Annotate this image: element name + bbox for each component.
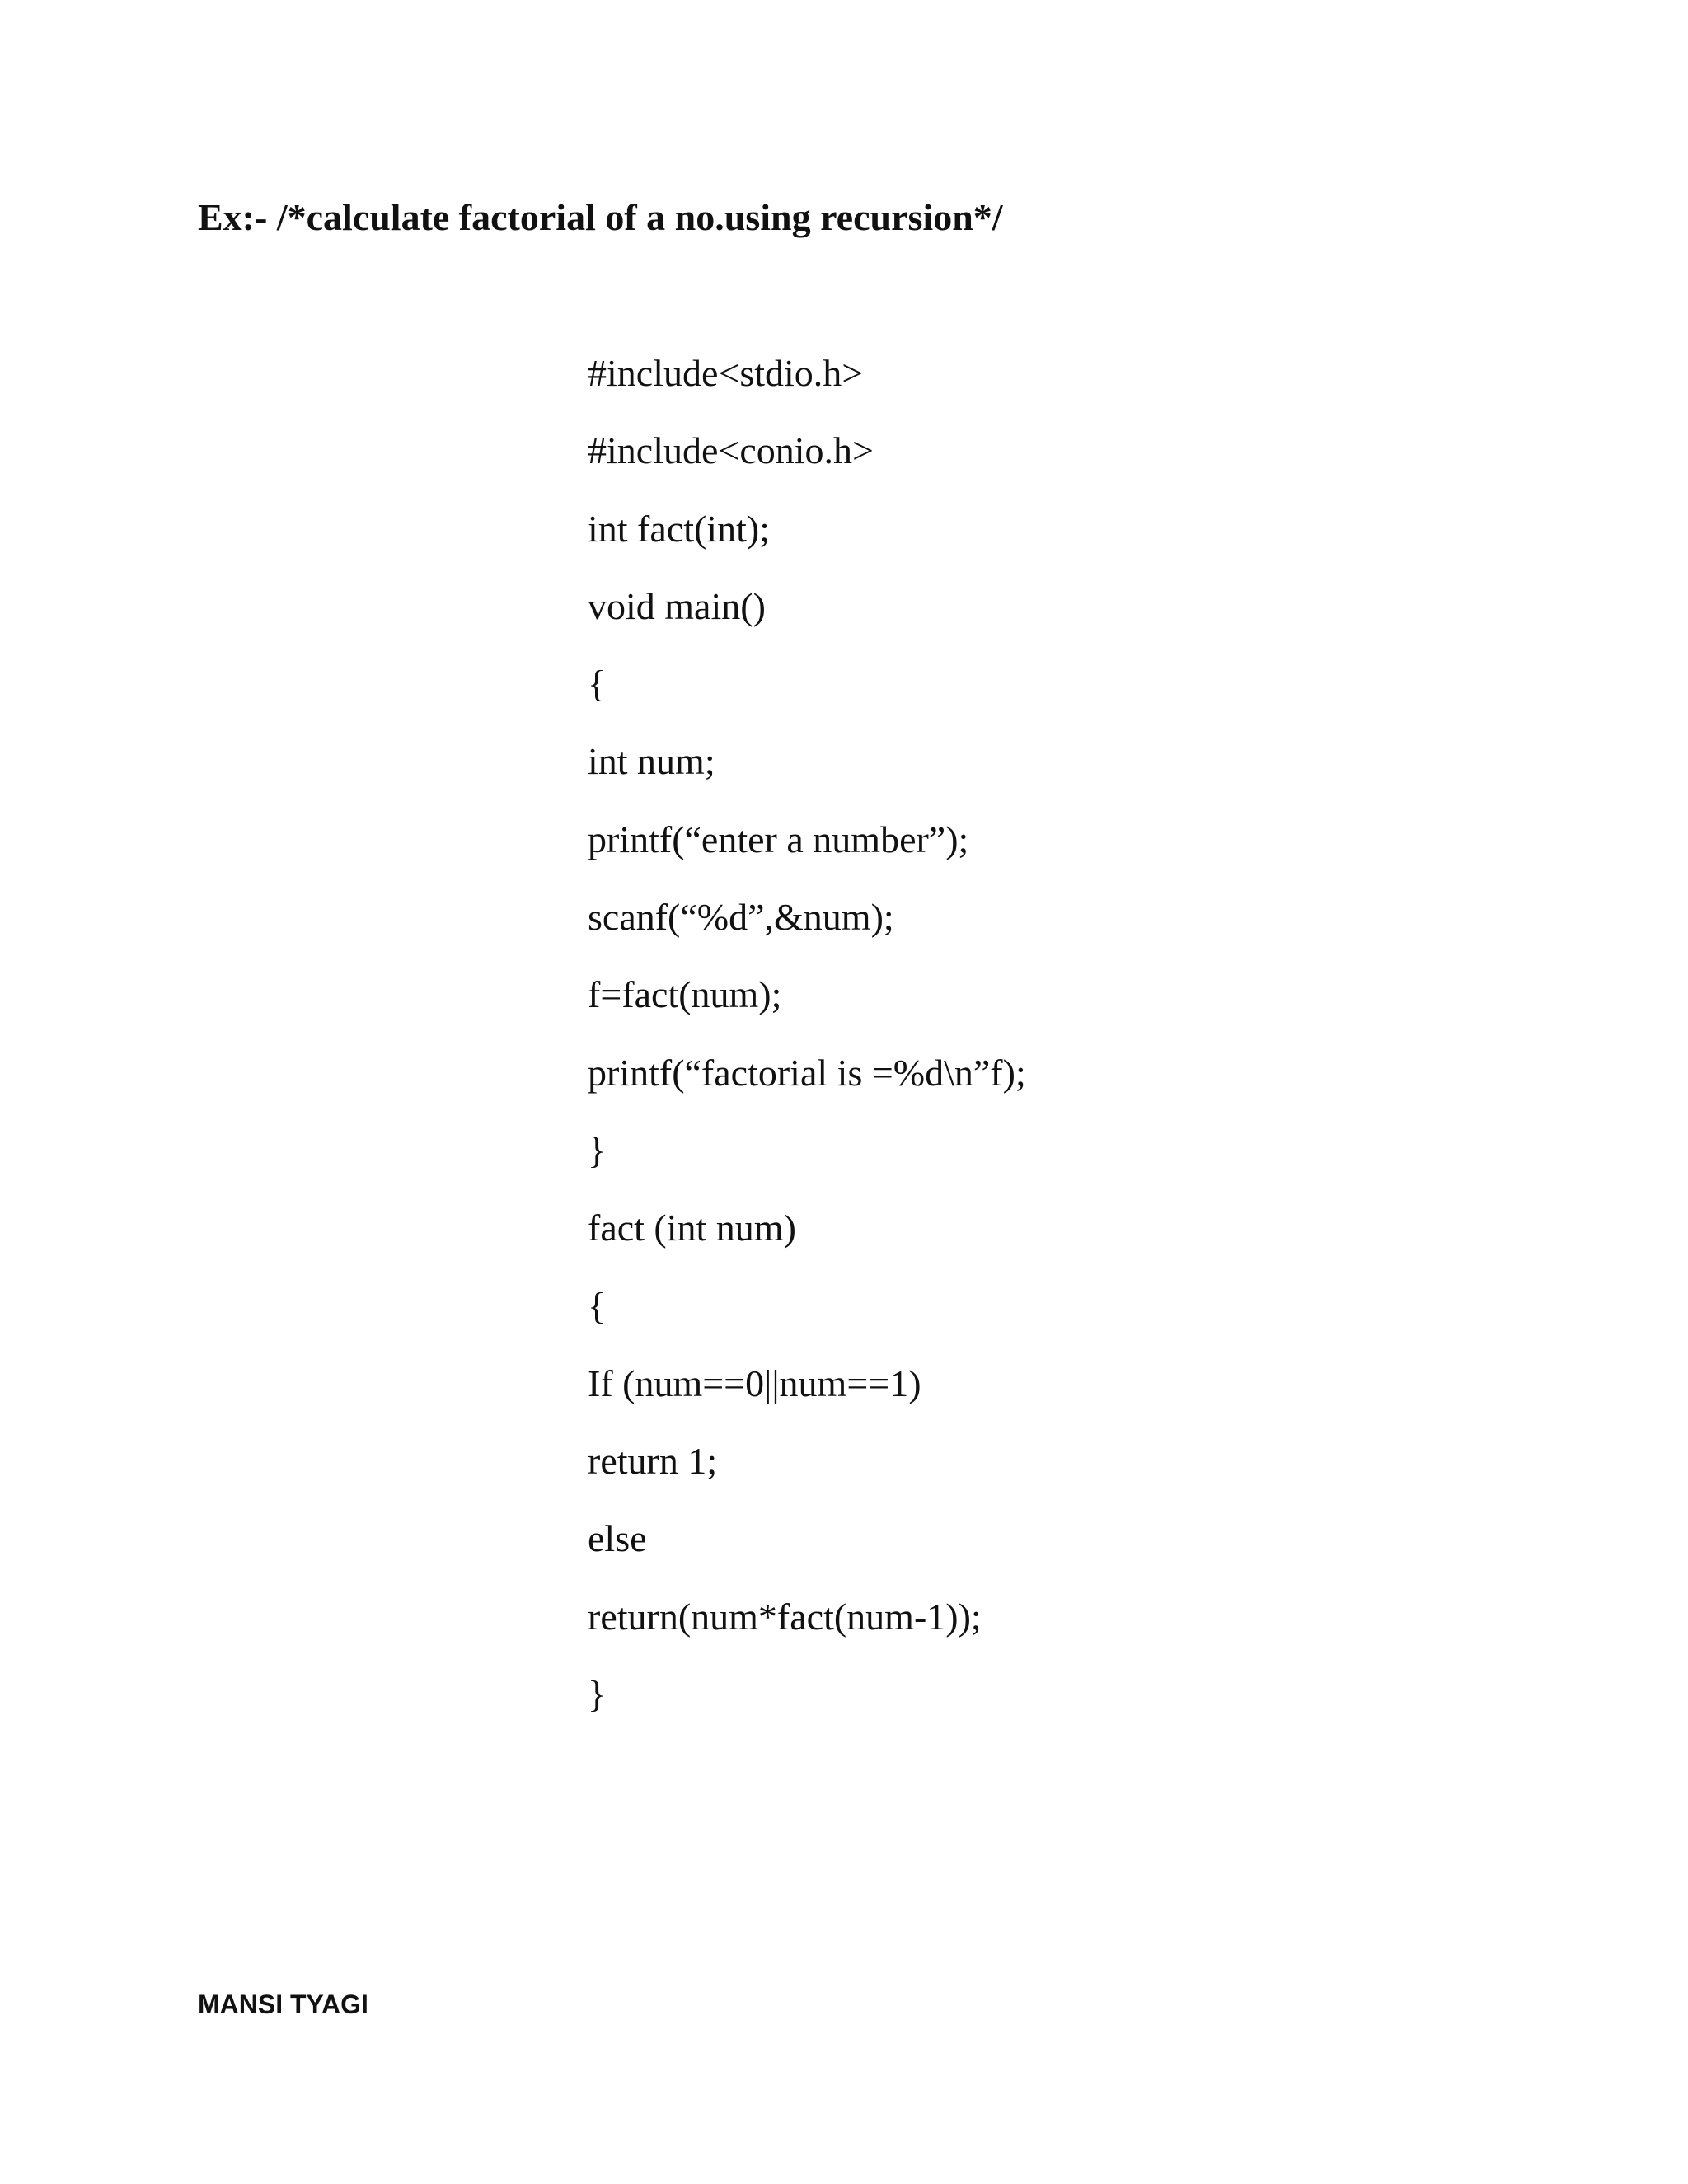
code-line: fact (int num) bbox=[588, 1207, 796, 1249]
code-line: #include<conio.h> bbox=[588, 429, 874, 472]
code-line: printf(“factorial is =%d\n”f); bbox=[588, 1051, 1026, 1094]
example-heading: Ex:- /*calculate factorial of a no.using recursion*/ bbox=[198, 196, 1003, 238]
footer-author: MANSI TYAGI bbox=[198, 1990, 368, 2019]
code-line: If (num==0||num==1) bbox=[588, 1361, 921, 1404]
code-line: } bbox=[588, 1673, 607, 1716]
code-listing bbox=[588, 344, 1026, 1743]
code-line: return 1; bbox=[588, 1440, 718, 1483]
code-line: } bbox=[588, 1128, 607, 1171]
code-line: f=fact(num); bbox=[588, 973, 782, 1016]
code-line: int fact(int); bbox=[588, 507, 770, 550]
code-line: { bbox=[588, 1284, 607, 1327]
code-line: int num; bbox=[588, 740, 715, 783]
code-line: printf(“enter a number”); bbox=[588, 818, 969, 860]
code-line: scanf(“%d”,&num); bbox=[588, 896, 894, 939]
code-line: { bbox=[588, 663, 607, 705]
code-line: void main() bbox=[588, 584, 766, 627]
code-line: #include<stdio.h> bbox=[588, 352, 864, 394]
code-line: return(num*fact(num-1)); bbox=[588, 1595, 982, 1638]
code-line: else bbox=[588, 1517, 647, 1560]
